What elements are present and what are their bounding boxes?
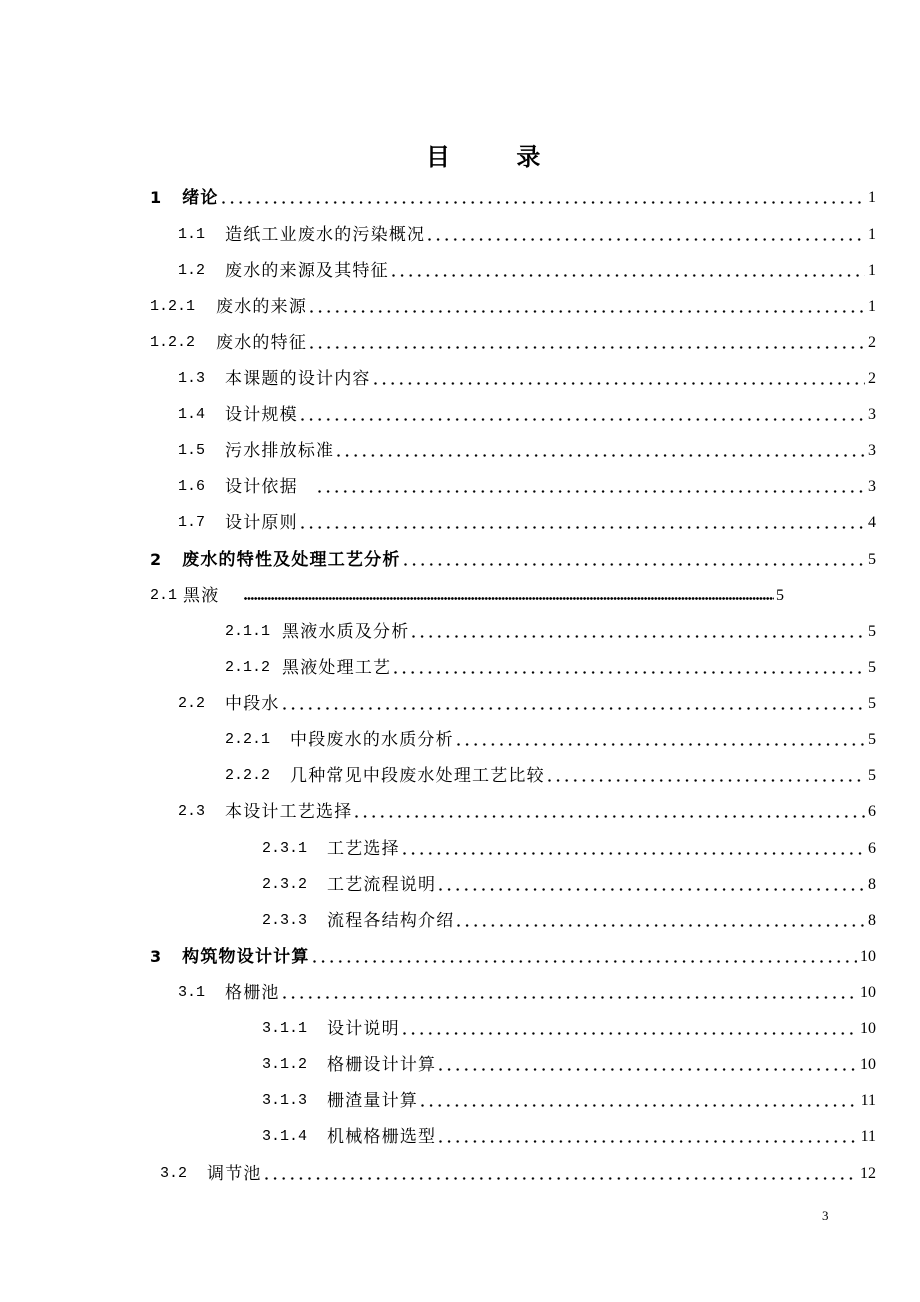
entry-title: 本设计工艺选择 [225, 802, 353, 822]
entry-page: 1 [868, 262, 876, 279]
entry-page: 2 [868, 370, 876, 387]
entry-page: 5 [868, 731, 876, 748]
dot-leader [283, 996, 857, 999]
entry-page: 6 [868, 840, 876, 857]
entry-title: 绪论 [182, 188, 219, 208]
entry-title: 构筑物设计计算 [182, 947, 310, 967]
entry-number: 1.2.2 [150, 334, 196, 351]
toc-entry [150, 585, 784, 607]
entry-page: 1 [868, 298, 876, 315]
dot-leader [310, 310, 865, 313]
toc-entry [150, 187, 876, 209]
entry-title: 工艺流程说明 [327, 875, 437, 895]
toc-entry [225, 621, 876, 643]
toc-entry [262, 1018, 876, 1040]
dot-leader [313, 960, 857, 963]
dot-leader [457, 924, 865, 927]
toc-entry [150, 946, 876, 968]
entry-number: 1.2.1 [150, 298, 196, 315]
dot-leader [301, 526, 865, 529]
entry-page: 10 [860, 1020, 876, 1037]
toc-entry [150, 549, 876, 571]
entry-page: 5 [868, 767, 876, 784]
entry-page: 5 [868, 623, 876, 640]
entry-title: 几种常见中段废水处理工艺比较 [290, 766, 545, 786]
toc-entry [225, 729, 876, 751]
toc-entry [178, 801, 876, 823]
dot-leader [439, 1068, 857, 1071]
entry-page: 1 [868, 226, 876, 243]
entry-page: 5 [868, 551, 876, 568]
entry-title: 流程各结构介绍 [327, 911, 455, 931]
entry-number: 1.5 [178, 442, 206, 459]
dot-leader [301, 418, 865, 421]
dot-leader [421, 1104, 858, 1107]
dot-leader [337, 454, 865, 457]
entry-title: 工艺选择 [327, 839, 400, 859]
entry-number: 2.3.3 [262, 912, 308, 929]
toc-entry [178, 693, 876, 715]
entry-title: 机械格栅选型 [327, 1127, 437, 1147]
dot-leader [265, 1177, 857, 1180]
entry-number: 3 [150, 947, 162, 966]
toc-entry [178, 224, 876, 246]
entry-title: 废水的特性及处理工艺分析 [182, 550, 401, 570]
entry-page: 8 [868, 912, 876, 929]
entry-number: 1.4 [178, 406, 206, 423]
dot-leader [392, 274, 865, 277]
entry-number: 1.3 [178, 370, 206, 387]
toc-entry [178, 512, 876, 534]
entry-number: 3.1 [178, 984, 206, 1001]
dot-leader [222, 201, 865, 204]
entry-page: 10 [860, 1056, 876, 1073]
entry-title: 调节池 [207, 1164, 262, 1184]
entry-title: 废水的特征 [216, 333, 308, 353]
dot-leader [403, 1032, 857, 1035]
entry-number: 2.1.1 [225, 623, 271, 640]
entry-number: 1.2 [178, 262, 206, 279]
entry-number: 2.1.2 [225, 659, 271, 676]
entry-title: 中段废水的水质分析 [290, 730, 454, 750]
entry-page: 6 [868, 803, 876, 820]
entry-number: 3.1.4 [262, 1128, 308, 1145]
toc-entry [160, 1163, 876, 1185]
toc-entry [262, 838, 876, 860]
entry-number: 3.1.1 [262, 1020, 308, 1037]
toc-entry [178, 260, 876, 282]
dot-leader [439, 888, 865, 891]
dot-leader [355, 815, 865, 818]
entry-page: 3 [868, 406, 876, 423]
entry-title: 黑液水质及分析 [282, 622, 410, 642]
dot-leader [310, 346, 865, 349]
entry-title: 黑液 [183, 586, 220, 606]
toc-entry [262, 1126, 876, 1148]
entry-number: 1 [150, 188, 162, 207]
entry-page: 8 [868, 876, 876, 893]
entry-number: 2.1 [150, 587, 178, 604]
toc-entry [150, 296, 876, 318]
entry-number: 3.2 [160, 1165, 188, 1182]
entry-page: 12 [860, 1165, 876, 1182]
entry-title: 栅渣量计算 [327, 1091, 419, 1111]
entry-page: 2 [868, 334, 876, 351]
dot-leader [283, 707, 865, 710]
toc-title: 目 录 [426, 143, 541, 171]
entry-title: 设计原则 [225, 513, 298, 533]
dot-leader [439, 1140, 857, 1143]
entry-number: 1.1 [178, 226, 206, 243]
toc-entry [262, 1090, 876, 1112]
toc-entry [178, 440, 876, 462]
toc-entry [225, 765, 876, 787]
dot-leader [457, 743, 865, 746]
entry-number: 1.6 [178, 478, 206, 495]
dot-leader [548, 779, 865, 782]
entry-title: 本课题的设计内容 [225, 369, 371, 389]
entry-title: 造纸工业废水的污染概况 [225, 225, 426, 245]
entry-number: 2.3 [178, 803, 206, 820]
entry-number: 2.3.1 [262, 840, 308, 857]
entry-title: 废水的来源及其特征 [225, 261, 389, 281]
entry-number: 2.3.2 [262, 876, 308, 893]
dot-leader [394, 671, 865, 674]
dot-leader [403, 852, 865, 855]
entry-number: 3.1.2 [262, 1056, 308, 1073]
page-number: 3 [822, 1208, 829, 1223]
entry-page: 5 [776, 587, 784, 604]
entry-page: 1 [868, 189, 876, 206]
dot-leader [428, 238, 865, 241]
dot-leader [404, 563, 865, 566]
entry-page: 11 [860, 1092, 876, 1109]
dot-leader [318, 490, 865, 493]
entry-page: 4 [868, 514, 876, 531]
toc-entry [262, 874, 876, 896]
entry-title: 污水排放标准 [225, 441, 335, 461]
entry-number: 2.2.1 [225, 731, 271, 748]
entry-page: 10 [860, 948, 876, 965]
entry-page: 5 [868, 695, 876, 712]
toc-entry [225, 657, 876, 679]
toc-entry [178, 982, 876, 1004]
entry-number: 3.1.3 [262, 1092, 308, 1109]
entry-title: 设计说明 [327, 1019, 400, 1039]
toc-entry [262, 910, 876, 932]
toc-entry [178, 476, 876, 498]
entry-title: 格栅设计计算 [327, 1055, 437, 1075]
entry-title: 黑液处理工艺 [282, 658, 392, 678]
toc-entry [178, 368, 876, 390]
entry-title: 废水的来源 [216, 297, 308, 317]
toc-entry [178, 404, 876, 426]
entry-title: 设计规模 [225, 405, 298, 425]
entry-page: 3 [868, 478, 876, 495]
toc-entry [262, 1054, 876, 1076]
entry-page: 3 [868, 442, 876, 459]
entry-number: 2.2 [178, 695, 206, 712]
entry-page: 5 [868, 659, 876, 676]
entry-number: 2 [150, 550, 162, 569]
dot-leader [374, 382, 865, 385]
entry-number: 2.2.2 [225, 767, 271, 784]
entry-title: 设计依据 [225, 477, 298, 497]
dot-leader [244, 597, 774, 600]
toc-entry [150, 332, 876, 354]
entry-number: 1.7 [178, 514, 206, 531]
dot-leader [412, 635, 865, 638]
entry-title: 格栅池 [225, 983, 280, 1003]
entry-page: 10 [860, 984, 876, 1001]
entry-title: 中段水 [225, 694, 280, 714]
entry-page: 11 [860, 1128, 876, 1145]
